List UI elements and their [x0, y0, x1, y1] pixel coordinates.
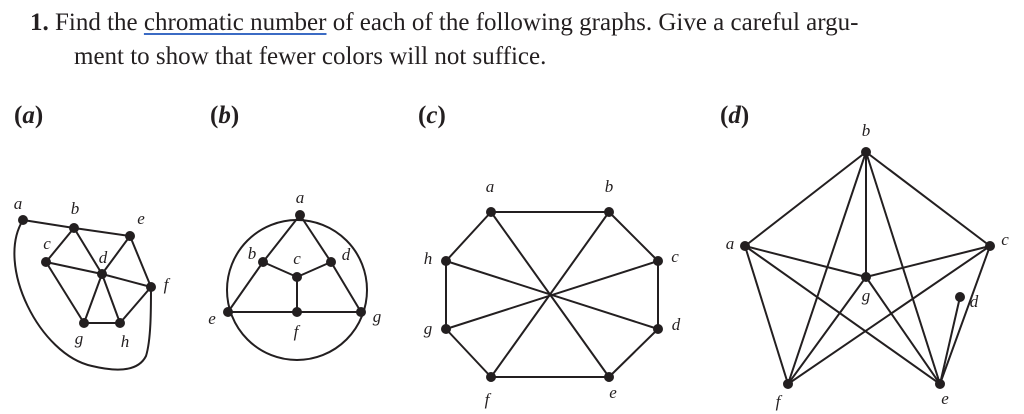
- graph-a-vertex-b: [69, 223, 79, 233]
- graph-d-edge-ag: [745, 246, 866, 277]
- graph-c-vertex-label-g: g: [423, 319, 433, 338]
- graph-c-vertex-d: [653, 324, 663, 334]
- graph-d-edge-ab: [745, 152, 866, 246]
- graph-c-edge-fg: [446, 329, 491, 377]
- graph-d-vertex-c: [985, 241, 995, 251]
- graph-d-edge-de: [940, 297, 960, 384]
- graph-b-vertex-f: [292, 307, 302, 317]
- graph-c-vertex-c: [653, 256, 663, 266]
- graph-c-vertex-label-f: f: [484, 390, 490, 409]
- graph-a-vertex-label-f: f: [163, 275, 169, 294]
- graph-d-edge-af: [745, 246, 788, 384]
- graph-b-vertex-a: [295, 210, 305, 220]
- graph-b-vertex-label-e: e: [208, 309, 216, 328]
- graph-c-edge-ha: [446, 212, 491, 261]
- graph-a-vertex-label-d: d: [98, 248, 108, 267]
- graph-b-edge-cd: [297, 262, 331, 277]
- graph-b-vertex-label-g: g: [372, 307, 382, 326]
- graph-c-vertex-label-e: e: [609, 383, 617, 402]
- graph-d-vertex-e: [935, 379, 945, 389]
- highlighted-term: chromatic number: [143, 9, 327, 36]
- graph-c: [424, 177, 681, 409]
- graph-c-vertex-label-b: b: [604, 177, 614, 196]
- graph-b: [208, 188, 381, 360]
- graph-d-edge-cg: [866, 246, 990, 277]
- graph-c-vertex-label-h: h: [423, 249, 433, 268]
- part-c-label: (c): [418, 102, 446, 129]
- graph-b-edge-be: [228, 262, 263, 312]
- graph-a-edge-dh: [102, 274, 120, 323]
- problem-line-2: ment to show that fewer colors will not suffice.: [74, 43, 547, 70]
- problem-number: 1.: [30, 9, 49, 36]
- graph-d-edge-be: [866, 152, 940, 384]
- graph-a-vertex-label-c: c: [43, 234, 51, 253]
- graph-a: [14, 194, 171, 370]
- graph-c-edge-bc: [609, 212, 658, 261]
- part-b-label: (b): [210, 102, 240, 129]
- graph-a-edge-ab: [23, 220, 74, 228]
- graph-a-edge-cd: [46, 262, 102, 274]
- graph-a-edge-dg: [84, 274, 102, 323]
- graph-c-vertex-g: [441, 324, 451, 334]
- graph-a-vertex-d: [97, 269, 107, 279]
- graph-a-edge-ef: [130, 236, 151, 287]
- graph-d-vertex-g: [861, 272, 871, 282]
- graph-b-vertex-b: [258, 257, 268, 267]
- graph-d-vertex-label-b: b: [861, 121, 871, 140]
- graph-d-edge-ce: [940, 246, 990, 384]
- problem-text-start: Find the: [48, 9, 144, 36]
- graph-a-vertex-label-h: h: [120, 332, 130, 351]
- graph-b-vertex-label-c: c: [293, 249, 301, 268]
- graph-d-edge-gf: [788, 277, 866, 384]
- graph-b-vertex-label-d: d: [341, 245, 351, 264]
- graph-d-vertex-b: [861, 147, 871, 157]
- graph-c-edge-de: [609, 329, 658, 377]
- graph-d-edge-ge: [866, 277, 940, 384]
- graph-a-vertex-label-a: a: [13, 194, 23, 213]
- graph-a-vertex-label-b: b: [70, 199, 80, 218]
- graph-d-vertex-label-g: g: [861, 286, 871, 305]
- graph-a-edge-cg: [46, 262, 84, 323]
- graph-a-vertex-label-g: g: [74, 329, 84, 348]
- graph-b-vertex-g: [356, 307, 366, 317]
- graph-a-vertex-f: [146, 282, 156, 292]
- graph-d-vertex-label-f: f: [775, 392, 781, 411]
- graph-c-vertex-label-a: a: [485, 177, 495, 196]
- graph-a-edge-fh: [120, 287, 151, 323]
- graph-a-vertex-label-e: e: [137, 209, 145, 228]
- graph-c-vertex-label-d: d: [671, 315, 681, 334]
- graph-c-vertex-e: [604, 372, 614, 382]
- graph-d-vertex-label-c: c: [1001, 230, 1009, 249]
- graph-d-edge-bc: [866, 152, 990, 246]
- graph-b-vertex-label-b: b: [247, 244, 257, 263]
- graph-a-vertex-c: [41, 257, 51, 267]
- graph-d-vertex-label-d: d: [969, 292, 979, 311]
- graph-b-vertex-e: [223, 307, 233, 317]
- graph-b-edge-dg: [331, 262, 361, 312]
- graph-a-vertex-e: [125, 231, 135, 241]
- graph-b-vertex-label-a: a: [295, 188, 305, 207]
- graph-a-edge-be: [74, 228, 130, 236]
- graph-c-vertex-a: [486, 207, 496, 217]
- graph-c-vertex-f: [486, 372, 496, 382]
- graph-b-vertex-c: [292, 272, 302, 282]
- graph-b-vertex-d: [326, 257, 336, 267]
- part-d-label: (d): [720, 102, 750, 129]
- part-a-label: (a): [14, 102, 44, 129]
- graph-d-edge-cf: [788, 246, 990, 384]
- graph-c-vertex-label-c: c: [671, 247, 679, 266]
- graph-a-edge-df: [102, 274, 151, 287]
- graph-a-vertex-a: [18, 215, 28, 225]
- graph-c-vertex-h: [441, 256, 451, 266]
- graph-d-vertex-d: [955, 292, 965, 302]
- graph-d-vertex-label-a: a: [725, 234, 735, 253]
- graph-d-vertex-label-e: e: [941, 389, 949, 408]
- graph-d: [726, 121, 1009, 411]
- graph-d-vertex-f: [783, 379, 793, 389]
- graph-a-vertex-h: [115, 318, 125, 328]
- graph-b-vertex-label-f: f: [293, 322, 299, 341]
- graph-c-vertex-b: [604, 207, 614, 217]
- graph-b-edge-bc: [263, 262, 297, 277]
- problem-text-end: of each of the following graphs. Give a careful argu-: [326, 9, 859, 36]
- graph-d-vertex-a: [740, 241, 750, 251]
- graph-d-edge-bf: [788, 152, 866, 384]
- graph-a-vertex-g: [79, 318, 89, 328]
